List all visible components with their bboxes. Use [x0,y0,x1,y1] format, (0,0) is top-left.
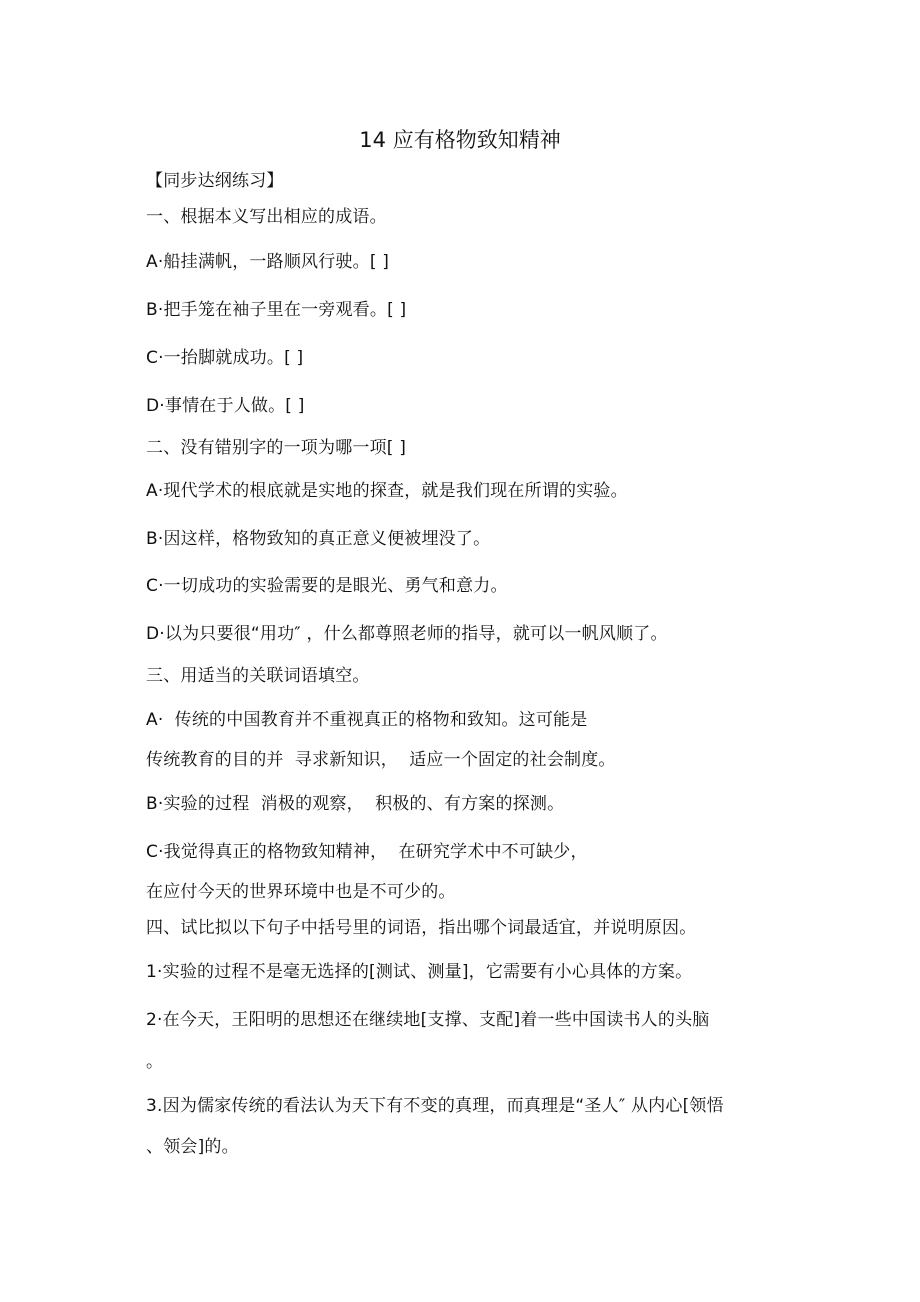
text-line: D·事情在于人做。[ ] [146,396,305,416]
text-line: C·我觉得真正的格物致知精神， 在研究学术中不可缺少， [146,842,588,862]
text-line: 在应付今天的世界环境中也是不可少的。 [146,882,456,902]
text-line: D·以为只要很“用功″ ，什么都尊照老师的指导，就可以一帆风顺了。 [146,624,668,644]
text-line: A· 传统的中国教育并不重视真正的格物和致知。这可能是 [146,710,588,730]
section-header: 【同步达纲练习】 [146,171,284,191]
text-line: 。 [146,1052,164,1072]
text-line: 、领会]的。 [146,1137,239,1157]
text-line: B·实验的过程 消极的观察， 积极的、有方案的探测。 [146,794,565,814]
text-line: 二、没有错别字的一项为哪一项[ ] [146,438,407,458]
text-line: 2·在今天，王阳明的思想还在继续地[支撑、支配]着一些中国读书人的头脑 [146,1010,710,1030]
text-line: B·因这样，格物致知的真正意义便被埋没了。 [146,529,491,549]
text-line: 3.因为儒家传统的看法认为天下有不变的真理，而真理是“圣人″ 从内心[领悟 [146,1096,724,1116]
text-line: B·把手笼在袖子里在一旁观看。[ ] [146,300,407,320]
document-title: 14 应有格物致知精神 [359,128,561,152]
text-line: A·现代学术的根底就是实地的探查，就是我们现在所谓的实验。 [146,481,628,501]
text-line: 一、根据本义写出相应的成语。 [146,207,387,227]
text-line: A·船挂满帆，一路顺风行驶。[ ] [146,252,390,272]
text-line: 传统教育的目的并 寻求新知识， 适应一个固定的社会制度。 [146,750,616,770]
text-line: 三、用适当的关联词语填空。 [146,666,370,686]
text-line: 1·实验的过程不是毫无选择的[测试、测量]，它需要有小心具体的方案。 [146,962,693,982]
text-line: C·一切成功的实验需要的是眼光、勇气和意力。 [146,576,508,596]
text-line: 四、试比拟以下句子中括号里的词语，指出哪个词最适宜，并说明原因。 [146,918,697,938]
text-line: C·一抬脚就成功。[ ] [146,348,304,368]
